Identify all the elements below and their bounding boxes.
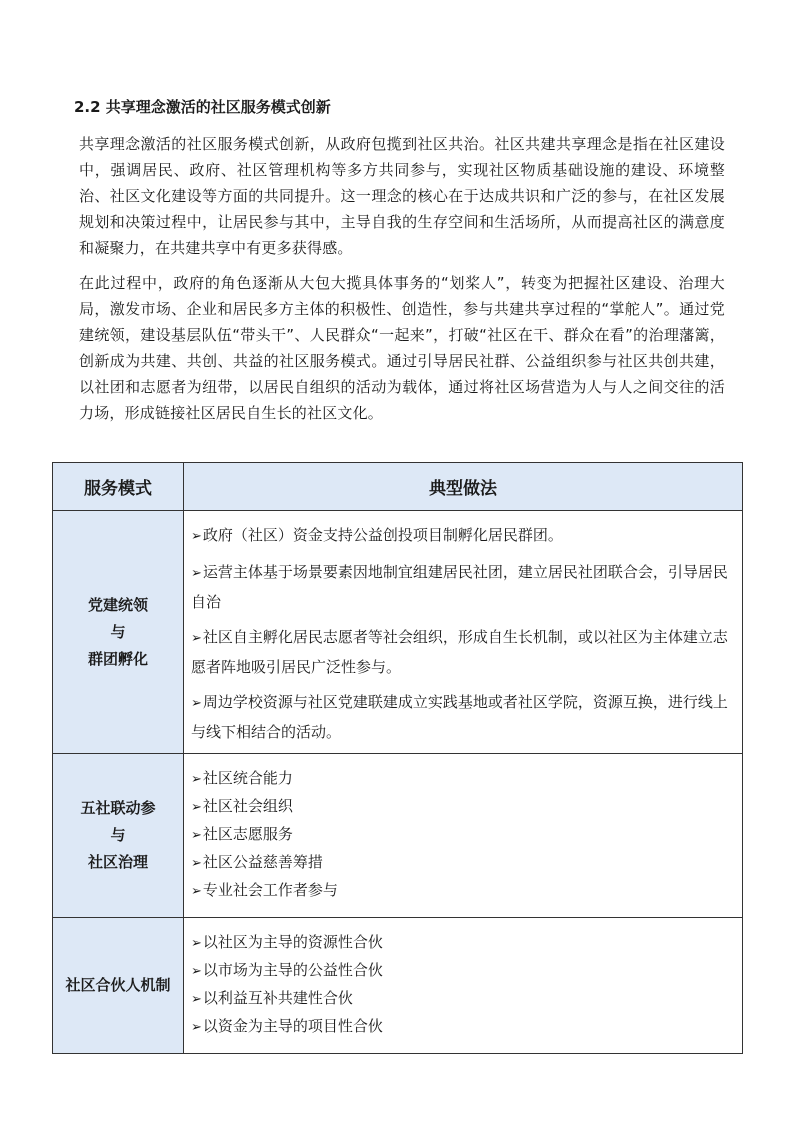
arrow-bullet-icon: ➢ xyxy=(191,631,202,646)
mode-cell xyxy=(53,754,184,918)
practice-item xyxy=(191,793,734,821)
practice-item xyxy=(191,765,734,793)
table-row xyxy=(53,754,743,918)
practice-text: 社区统合能力 xyxy=(202,769,293,787)
mode-label-line: 与 xyxy=(110,622,126,641)
practice-text: 社区公益慈善筹措 xyxy=(202,853,323,871)
practice-item xyxy=(191,623,734,681)
arrow-bullet-icon: ➢ xyxy=(191,772,202,787)
mode-label-line: 社区合伙人机制 xyxy=(65,976,171,994)
arrow-bullet-icon: ➢ xyxy=(191,992,202,1007)
table-row xyxy=(53,511,743,754)
arrow-bullet-icon: ➢ xyxy=(191,800,202,815)
practice-item xyxy=(191,521,734,551)
practice-text: 周边学校资源与社区党建联建成立实践基地或者社区学院，资源互换，进行线上与线下相结合的活动。 xyxy=(191,693,728,741)
practices-cell xyxy=(184,511,743,754)
practice-text: 运营主体基于场景要素因地制宜组建居民社团，建立居民社团联合会，引导居民自治 xyxy=(191,563,728,611)
practice-text: 以社区为主导的资源性合伙 xyxy=(202,933,383,951)
arrow-bullet-icon: ➢ xyxy=(191,884,202,899)
mode-label-line: 党建统领 xyxy=(87,595,148,614)
practice-item xyxy=(191,849,734,877)
table-header-row xyxy=(53,463,743,511)
mode-label-line: 社区治理 xyxy=(87,853,148,871)
mode-label-line: 群团孵化 xyxy=(87,649,148,668)
body-paragraph: 共享理念激活的社区服务模式创新，从政府包揽到社区共治。社区共建共享理念是指在社区建设中，强调居民、政府、社区管理机构等多方共同参与，实现社区物质基础设施的建设、环境整治、社区文化建设等方面的共同提升。这一理念的核心在于达成共识和广泛的参与，在社区发展规划和决策过程中，让居民参与其中，主导自我的生存空间和生活场所，从而提高社区的满意度和凝聚力，在共建共享中有更多获得感。 xyxy=(79,135,725,257)
practice-text: 以市场为主导的公益性合伙 xyxy=(202,961,383,979)
table-row xyxy=(53,918,743,1054)
arrow-bullet-icon: ➢ xyxy=(191,529,202,544)
arrow-bullet-icon: ➢ xyxy=(191,696,202,711)
practice-text: 社区志愿服务 xyxy=(202,825,293,843)
practice-item xyxy=(191,821,734,849)
arrow-bullet-icon: ➢ xyxy=(191,856,202,871)
practice-text: 以利益互补共建性合伙 xyxy=(202,989,353,1007)
section-title: 2.2 共享理念激活的社区服务模式创新 xyxy=(74,98,331,116)
practice-text: 以资金为主导的项目性合伙 xyxy=(202,1017,383,1035)
practice-item xyxy=(191,558,734,616)
practice-text: 政府（社区）资金支持公益创投项目制孵化居民群团。 xyxy=(202,526,563,544)
mode-cell xyxy=(53,511,184,754)
practices-cell xyxy=(184,918,743,1054)
practice-text: 专业社会工作者参与 xyxy=(202,881,338,899)
practice-item xyxy=(191,877,734,905)
arrow-bullet-icon: ➢ xyxy=(191,828,202,843)
mode-cell xyxy=(53,918,184,1054)
practice-item xyxy=(191,688,734,746)
body-paragraph: 在此过程中，政府的角色逐渐从大包大揽具体事务的“划桨人”，转变为把握社区建设、治理大局，激发市场、企业和居民多方主体的积极性、创造性，参与共建共享过程的“掌舵人”。通过党建统领，建设基层队伍“带头干”、人民群众“一起来”，打破“社区在干、群众在看”的治理藩篱，创新成为共建、共创、共益的社区服务模式。通过引导居民社群、公益组织参与社区共创共建，以社团和志愿者为纽带，以居民自组织的活动为载体，通过将社区场营造为人与人之间交往的活力场，形成链接社区居民自生长的社区文化。 xyxy=(79,274,725,422)
column-header-practices: 典型做法 xyxy=(184,463,743,511)
mode-label-line: 五社联动参 xyxy=(80,799,156,817)
practice-item xyxy=(191,929,734,957)
practice-text: 社区自主孵化居民志愿者等社会组织，形成自生长机制，或以社区为主体建立志愿者阵地吸引居民广泛性参与。 xyxy=(191,628,728,676)
column-header-mode: 服务模式 xyxy=(53,463,184,511)
practice-item xyxy=(191,957,734,985)
service-mode-table xyxy=(52,462,743,1054)
arrow-bullet-icon: ➢ xyxy=(191,566,202,581)
practice-text: 社区社会组织 xyxy=(202,797,293,815)
arrow-bullet-icon: ➢ xyxy=(191,1020,202,1035)
mode-label-line: 与 xyxy=(110,826,126,844)
practices-cell xyxy=(184,754,743,918)
arrow-bullet-icon: ➢ xyxy=(191,964,202,979)
practice-item xyxy=(191,985,734,1013)
practice-item xyxy=(191,1013,734,1041)
arrow-bullet-icon: ➢ xyxy=(191,936,202,951)
